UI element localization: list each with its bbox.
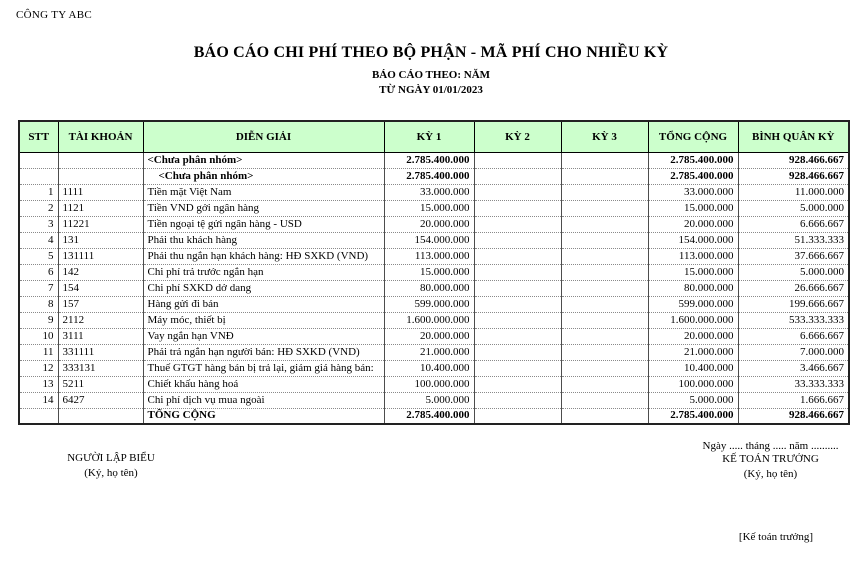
cell-ky1: 15.000.000 bbox=[384, 200, 474, 216]
cell-average: 3.466.667 bbox=[738, 360, 849, 376]
cell-stt: 7 bbox=[19, 280, 58, 296]
column-header-stt: STT bbox=[19, 121, 58, 152]
cell-ky2 bbox=[474, 376, 561, 392]
cell-stt bbox=[19, 168, 58, 184]
cell-account: 142 bbox=[58, 264, 143, 280]
signature-block-preparer bbox=[31, 452, 191, 479]
cell-average: 7.000.000 bbox=[738, 344, 849, 360]
cell-description: Tiền mặt Việt Nam bbox=[143, 184, 384, 200]
cell-ky3 bbox=[561, 312, 648, 328]
report-title: BÁO CÁO CHI PHÍ THEO BỘ PHẬN - MÃ PHÍ CHO NHIỀU KỲ bbox=[193, 44, 669, 61]
cell-stt: 3 bbox=[19, 216, 58, 232]
cell-description: Máy móc, thiết bị bbox=[143, 312, 384, 328]
cell-average: 928.466.667 bbox=[738, 152, 849, 168]
cell-ky2 bbox=[474, 328, 561, 344]
cell-description: <Chưa phân nhóm> bbox=[143, 152, 384, 168]
cell-ky2 bbox=[474, 248, 561, 264]
cell-account: 11221 bbox=[58, 216, 143, 232]
cell-account bbox=[58, 408, 143, 424]
cell-ky1: 33.000.000 bbox=[384, 184, 474, 200]
cell-total: 20.000.000 bbox=[648, 328, 738, 344]
cell-average: 6.666.667 bbox=[738, 328, 849, 344]
cell-average: 37.666.667 bbox=[738, 248, 849, 264]
cell-account: 1111 bbox=[58, 184, 143, 200]
cell-ky3 bbox=[561, 376, 648, 392]
cell-account: 331111 bbox=[58, 344, 143, 360]
cell-average: 26.666.667 bbox=[738, 280, 849, 296]
table-row bbox=[19, 216, 849, 232]
cell-ky1: 2.785.400.000 bbox=[384, 152, 474, 168]
cell-ky2 bbox=[474, 312, 561, 328]
cell-total: 154.000.000 bbox=[648, 232, 738, 248]
table-row bbox=[19, 264, 849, 280]
cell-account: 154 bbox=[58, 280, 143, 296]
cell-total: 2.785.400.000 bbox=[648, 152, 738, 168]
cell-description: Chiết khấu hàng hoá bbox=[143, 376, 384, 392]
table-body bbox=[19, 152, 849, 424]
cell-ky2 bbox=[474, 152, 561, 168]
column-header-ky1: KỲ 1 bbox=[384, 121, 474, 152]
cell-ky2 bbox=[474, 392, 561, 408]
cell-total: 599.000.000 bbox=[648, 296, 738, 312]
cell-description: Thuế GTGT hàng bán bị trả lại, giảm giá hàng bán: bbox=[143, 360, 384, 376]
cell-ky1: 20.000.000 bbox=[384, 328, 474, 344]
cell-ky3 bbox=[561, 152, 648, 168]
cell-average: 1.666.667 bbox=[738, 392, 849, 408]
cell-ky3 bbox=[561, 248, 648, 264]
cell-stt bbox=[19, 408, 58, 424]
cell-stt: 12 bbox=[19, 360, 58, 376]
column-header-ky2: KỲ 2 bbox=[474, 121, 561, 152]
table-header-row bbox=[19, 121, 849, 152]
cell-description: Chi phí SXKD dở dang bbox=[143, 280, 384, 296]
chief-accountant-title: KẾ TOÁN TRƯỞNG bbox=[722, 453, 819, 465]
cell-average: 5.000.000 bbox=[738, 200, 849, 216]
company-name: CÔNG TY ABC bbox=[16, 9, 93, 21]
table-row bbox=[19, 184, 849, 200]
cell-ky1: 5.000.000 bbox=[384, 392, 474, 408]
cell-ky3 bbox=[561, 168, 648, 184]
table-row bbox=[19, 328, 849, 344]
cell-ky3 bbox=[561, 184, 648, 200]
cell-account: 6427 bbox=[58, 392, 143, 408]
cell-account: 5211 bbox=[58, 376, 143, 392]
cell-ky3 bbox=[561, 328, 648, 344]
cell-ky2 bbox=[474, 264, 561, 280]
cell-ky2 bbox=[474, 216, 561, 232]
cell-ky1: 2.785.400.000 bbox=[384, 168, 474, 184]
cell-total: 80.000.000 bbox=[648, 280, 738, 296]
cell-total: 5.000.000 bbox=[648, 392, 738, 408]
cell-account: 2112 bbox=[58, 312, 143, 328]
cell-average: 11.000.000 bbox=[738, 184, 849, 200]
cell-description: Chi phí trả trước ngắn hạn bbox=[143, 264, 384, 280]
report-table bbox=[18, 120, 850, 425]
cell-stt: 9 bbox=[19, 312, 58, 328]
cell-ky3 bbox=[561, 216, 648, 232]
cell-average: 928.466.667 bbox=[738, 168, 849, 184]
cell-ky3 bbox=[561, 232, 648, 248]
cell-ky1: 1.600.000.000 bbox=[384, 312, 474, 328]
cell-stt: 11 bbox=[19, 344, 58, 360]
cell-account: 157 bbox=[58, 296, 143, 312]
cell-ky1: 113.000.000 bbox=[384, 248, 474, 264]
cell-average: 5.000.000 bbox=[738, 264, 849, 280]
cell-account bbox=[58, 152, 143, 168]
cell-description: Phải thu ngắn hạn khách hàng: HĐ SXKD (VND) bbox=[143, 248, 384, 264]
cell-stt: 6 bbox=[19, 264, 58, 280]
column-header-ky3: KỲ 3 bbox=[561, 121, 648, 152]
cell-ky1: 21.000.000 bbox=[384, 344, 474, 360]
table-row bbox=[19, 312, 849, 328]
table-row bbox=[19, 248, 849, 264]
cell-ky2 bbox=[474, 360, 561, 376]
column-header-account: TÀI KHOẢN bbox=[58, 121, 143, 152]
cell-stt: 13 bbox=[19, 376, 58, 392]
cell-total: 20.000.000 bbox=[648, 216, 738, 232]
cell-total: 2.785.400.000 bbox=[648, 168, 738, 184]
cell-stt: 1 bbox=[19, 184, 58, 200]
cell-ky2 bbox=[474, 232, 561, 248]
cell-ky1: 15.000.000 bbox=[384, 264, 474, 280]
cell-description: TỔNG CỘNG bbox=[143, 408, 384, 424]
cell-description: Vay ngắn hạn VNĐ bbox=[143, 328, 384, 344]
cell-stt: 4 bbox=[19, 232, 58, 248]
table-row bbox=[19, 376, 849, 392]
cell-stt bbox=[19, 152, 58, 168]
cell-ky1: 154.000.000 bbox=[384, 232, 474, 248]
cell-ky3 bbox=[561, 360, 648, 376]
cell-ky3 bbox=[561, 408, 648, 424]
cell-account: 131111 bbox=[58, 248, 143, 264]
cell-total: 33.000.000 bbox=[648, 184, 738, 200]
cell-ky2 bbox=[474, 200, 561, 216]
column-header-total: TỔNG CỘNG bbox=[648, 121, 738, 152]
cell-ky3 bbox=[561, 200, 648, 216]
table-row bbox=[19, 296, 849, 312]
cell-ky3 bbox=[561, 344, 648, 360]
cell-average: 928.466.667 bbox=[738, 408, 849, 424]
cell-description: Phải thu khách hàng bbox=[143, 232, 384, 248]
cell-ky2 bbox=[474, 280, 561, 296]
cell-ky2 bbox=[474, 408, 561, 424]
cell-account: 1121 bbox=[58, 200, 143, 216]
cell-total: 2.785.400.000 bbox=[648, 408, 738, 424]
cell-average: 533.333.333 bbox=[738, 312, 849, 328]
table-row bbox=[19, 408, 849, 424]
cell-account: 3111 bbox=[58, 328, 143, 344]
cell-ky3 bbox=[561, 392, 648, 408]
cell-total: 10.400.000 bbox=[648, 360, 738, 376]
cell-ky2 bbox=[474, 168, 561, 184]
chief-accountant-sign-note: (Ký, họ tên) bbox=[743, 468, 798, 480]
cell-stt: 10 bbox=[19, 328, 58, 344]
cell-description: Tiền ngoại tệ gửi ngân hàng - USD bbox=[143, 216, 384, 232]
cell-ky1: 2.785.400.000 bbox=[384, 408, 474, 424]
preparer-title: NGƯỜI LẬP BIỂU bbox=[67, 452, 155, 464]
cell-total: 15.000.000 bbox=[648, 200, 738, 216]
cell-ky3 bbox=[561, 264, 648, 280]
cell-account: 333131 bbox=[58, 360, 143, 376]
report-subtitle-from-date: TỪ NGÀY 01/01/2023 bbox=[379, 84, 483, 96]
cell-total: 21.000.000 bbox=[648, 344, 738, 360]
cell-ky1: 10.400.000 bbox=[384, 360, 474, 376]
table-row bbox=[19, 280, 849, 296]
cell-account bbox=[58, 168, 143, 184]
cell-ky2 bbox=[474, 296, 561, 312]
cell-average: 199.666.667 bbox=[738, 296, 849, 312]
report-header bbox=[0, 44, 862, 96]
signature-date-line: Ngày ..... tháng ..... năm .......... bbox=[702, 440, 839, 452]
table-row bbox=[19, 344, 849, 360]
cell-ky3 bbox=[561, 296, 648, 312]
cell-description: Phải trả ngắn hạn người bán: HĐ SXKD (VND) bbox=[143, 344, 384, 360]
table-row bbox=[19, 360, 849, 376]
table-header bbox=[19, 121, 849, 152]
cell-description: Hàng gửi đi bán bbox=[143, 296, 384, 312]
table-row bbox=[19, 392, 849, 408]
cell-ky1: 20.000.000 bbox=[384, 216, 474, 232]
cell-total: 113.000.000 bbox=[648, 248, 738, 264]
cell-stt: 14 bbox=[19, 392, 58, 408]
cell-average: 6.666.667 bbox=[738, 216, 849, 232]
cell-ky2 bbox=[474, 344, 561, 360]
cell-account: 131 bbox=[58, 232, 143, 248]
table-row bbox=[19, 232, 849, 248]
signature-block-chief-accountant bbox=[683, 440, 858, 480]
cell-description: Tiền VND gởi ngân hàng bbox=[143, 200, 384, 216]
cell-stt: 8 bbox=[19, 296, 58, 312]
table-row bbox=[19, 152, 849, 168]
table-row bbox=[19, 168, 849, 184]
cell-ky3 bbox=[561, 280, 648, 296]
chief-accountant-placeholder-note: [Kế toán trưởng] bbox=[738, 531, 813, 543]
cell-average: 51.333.333 bbox=[738, 232, 849, 248]
cell-ky1: 599.000.000 bbox=[384, 296, 474, 312]
table-row bbox=[19, 200, 849, 216]
cell-description: <Chưa phân nhóm> bbox=[143, 168, 384, 184]
cell-stt: 5 bbox=[19, 248, 58, 264]
cell-ky1: 100.000.000 bbox=[384, 376, 474, 392]
report-subtitle-period-type: BÁO CÁO THEO: NĂM bbox=[371, 69, 491, 81]
column-header-average: BÌNH QUÂN KỲ bbox=[738, 121, 849, 152]
cell-total: 1.600.000.000 bbox=[648, 312, 738, 328]
cell-stt: 2 bbox=[19, 200, 58, 216]
cell-description: Chi phí dịch vụ mua ngoài bbox=[143, 392, 384, 408]
cell-ky2 bbox=[474, 184, 561, 200]
cell-total: 15.000.000 bbox=[648, 264, 738, 280]
column-header-description: DIỄN GIẢI bbox=[143, 121, 384, 152]
cell-average: 33.333.333 bbox=[738, 376, 849, 392]
cell-total: 100.000.000 bbox=[648, 376, 738, 392]
preparer-sign-note: (Ký, họ tên) bbox=[84, 467, 138, 479]
cell-ky1: 80.000.000 bbox=[384, 280, 474, 296]
